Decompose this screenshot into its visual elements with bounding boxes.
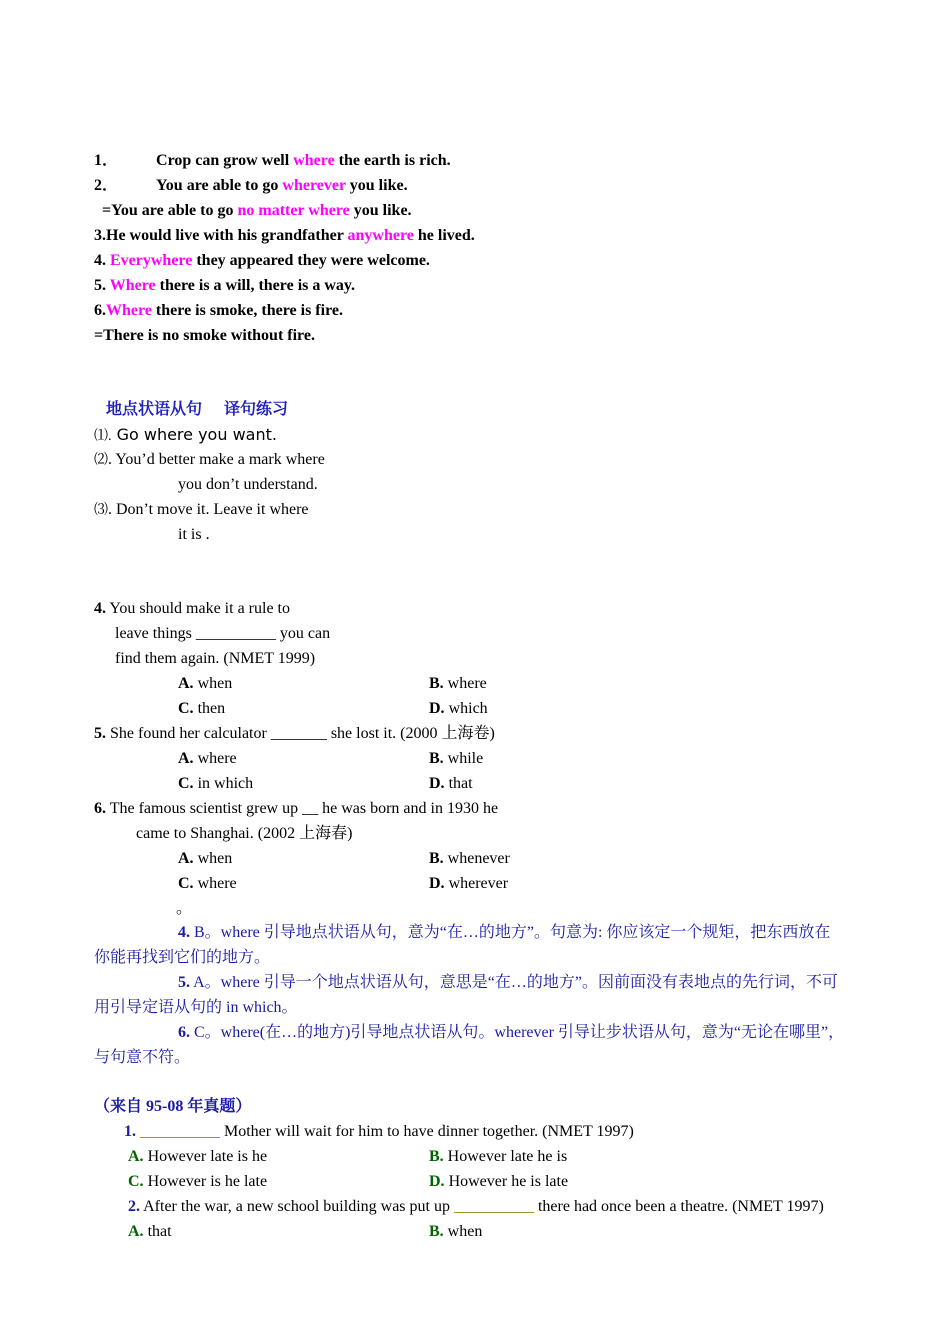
translation-item-3-cont: it is . [178, 526, 210, 543]
exam-1-option-c: C. However is he late [128, 1173, 268, 1190]
translation-heading: 地点状语从句 译句练习 [106, 401, 289, 418]
example-line-7: 6.Where there is smoke, there is fire. [94, 302, 343, 319]
exam-1-option-b: B. However late he is [429, 1148, 568, 1165]
q4-option-b: B. where [429, 675, 487, 692]
exam-1-option-d: D. However he is late [429, 1173, 569, 1190]
translation-item-1: ⑴. Go where you want. [94, 425, 277, 444]
example-line-8: =There is no smoke without fire. [94, 327, 315, 344]
translation-item-2-cont: you don’t understand. [178, 476, 318, 493]
q5-option-b: B. while [429, 750, 484, 767]
exam-2-option-a: A. that [128, 1223, 172, 1240]
q5-option-a: A. where [178, 750, 237, 767]
stray-period: 。 [176, 900, 193, 917]
example-line-6: 5. Where there is a will, there is a way. [94, 277, 356, 294]
question-4-line-2: leave things __________ you can [115, 625, 331, 642]
answer-4-line-2: 你能再找到它们的地方。 [94, 949, 271, 966]
exam-heading: （来自 95-08 年真题） [94, 1098, 252, 1115]
question-6-line-2: came to Shanghai. (2002 上海春) [136, 825, 353, 842]
answer-6-line-2: 与句意不符。 [94, 1049, 191, 1066]
example-line-4: 3.He would live with his grandfather anywhere he lived. [94, 227, 475, 244]
question-5: 5. She found her calculator _______ she lost it. (2000 上海卷) [94, 725, 495, 742]
question-4: 4. You should make it a rule to [94, 600, 290, 617]
exam-question-2: 2. After the war, a new school building was put up __________ there had once been a theatre. (NMET 1997) [128, 1198, 824, 1215]
q6-option-c: C. where [178, 875, 237, 892]
exam-1-option-a: A. However late is he [128, 1148, 268, 1165]
example-line-2: 2． You are able to go wherever you like. [94, 177, 408, 194]
q5-option-c: C. in which [178, 775, 254, 792]
q6-option-d: D. wherever [429, 875, 509, 892]
example-line-3: =You are able to go no matter where you like. [102, 202, 412, 219]
answer-5-line-2: 用引导定语从句的 in which。 [94, 999, 298, 1016]
example-line-5: 4. Everywhere they appeared they were welcome. [94, 252, 430, 269]
q6-option-b: B. whenever [429, 850, 510, 867]
example-line-1: 1． Crop can grow well where the earth is rich. [94, 152, 451, 169]
question-4-line-3: find them again. (NMET 1999) [115, 650, 316, 667]
exam-question-1: 1. __________ Mother will wait for him to have dinner together. (NMET 1997) [124, 1123, 634, 1140]
translation-item-2: ⑵. You’d better make a mark where [94, 451, 325, 468]
q4-option-d: D. which [429, 700, 488, 717]
q5-option-d: D. that [429, 775, 473, 792]
q6-option-a: A. when [178, 850, 233, 867]
exam-2-option-b: B. when [429, 1223, 483, 1240]
q4-option-a: A. when [178, 675, 233, 692]
answer-6: 6. C。where(在…的地方)引导地点状语从句。wherever 引导让步状语从句，意为“无论在哪里”， [178, 1024, 845, 1041]
answer-4: 4. B。where 引导地点状语从句，意为“在…的地方”。句意为: 你应该定一个规矩，把东西放在 [178, 924, 831, 941]
translation-item-3: ⑶. Don’t move it. Leave it where [94, 501, 309, 518]
answer-5: 5. A。where 引导一个地点状语从句，意思是“在…的地方”。因前面没有表地点的先行词，不可 [178, 974, 838, 991]
question-6: 6. The famous scientist grew up __ he was born and in 1930 he [94, 800, 499, 817]
q4-option-c: C. then [178, 700, 226, 717]
